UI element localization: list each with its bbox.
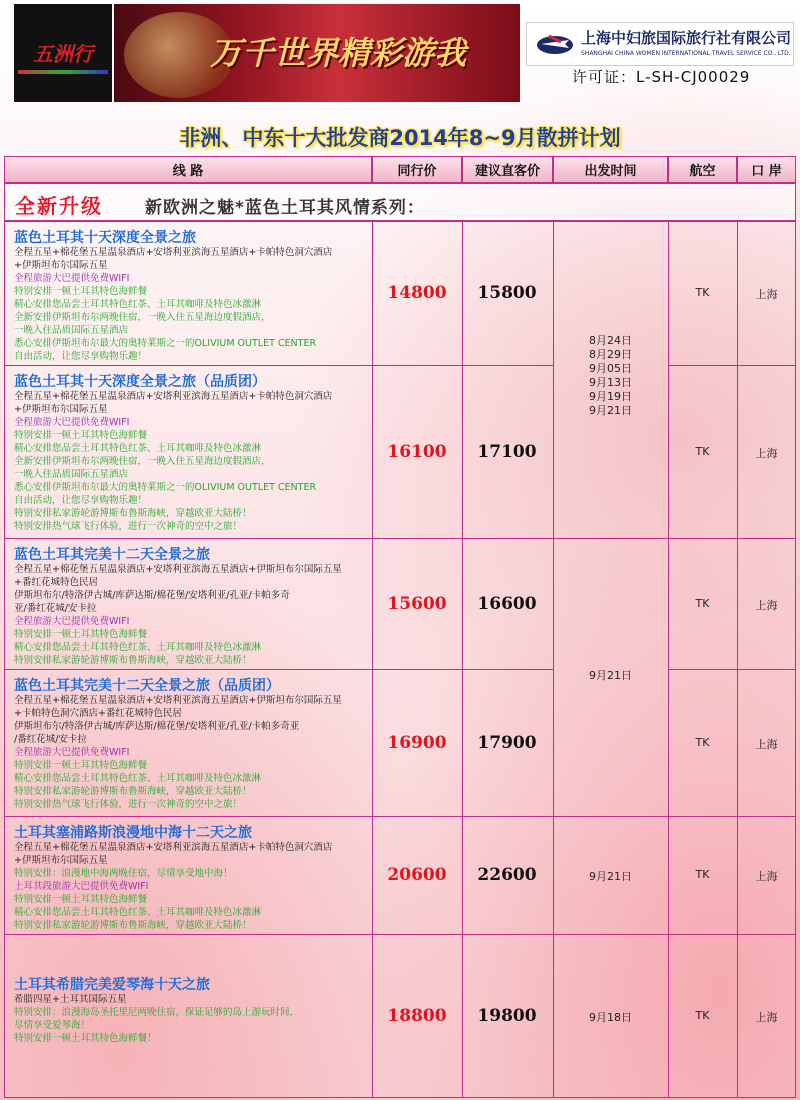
company-logo [526, 22, 794, 66]
peer-price: 16100 [387, 441, 447, 462]
route-detail-line: 精心安排您品尝土耳其特色红茶、土耳其咖啡及特色冰激淋 [14, 299, 262, 310]
departure-port: 上海 [755, 1011, 778, 1024]
route-detail-line: 精心安排您品尝土耳其特色红茶、土耳其咖啡及特色冰激淋 [14, 642, 262, 653]
route-detail-line: 全新安排伊斯坦布尔两晚住宿，一晚入住五星海边度假酒店， [14, 312, 271, 323]
row-divider [668, 934, 796, 935]
peer-price: 14800 [387, 283, 447, 303]
route-detail-line: 精心安排您品尝土耳其特色红茶、土耳其咖啡及特色冰激淋 [14, 443, 262, 454]
route-detail-line: 全程五星+棉花堡五星温泉酒店+安塔利亚滨海五星酒店+卡帕特色洞穴酒店 [14, 391, 333, 402]
departure-date: 9月18日 [589, 1011, 632, 1024]
column-header: 线 路 [4, 156, 372, 183]
airline: TK [695, 735, 710, 749]
departure-port: 上海 [755, 446, 778, 460]
route-title: 蓝色土耳其十天深度全景之旅 [14, 230, 196, 246]
retail-price: 22600 [477, 865, 537, 885]
route-detail-line: 精心安排您品尝土耳其特色红茶、土耳其咖啡及特色冰激淋 [14, 773, 262, 784]
route-detail-line: 亚/番红花城/安卡拉 [14, 603, 97, 614]
route-detail-line: +伊斯坦布尔国际五星 [14, 260, 108, 271]
route-detail-line: 特别安排热气球飞行体验，进行一次神奇的空中之旅！ [14, 799, 243, 810]
row-divider [4, 934, 553, 935]
departure-date: 9月21日 [589, 669, 632, 682]
route-title: 土耳其希腊完美爱琴海十天之旅 [14, 977, 210, 993]
peer-price: 16900 [387, 732, 447, 753]
departure-date: 9月13日 [589, 375, 632, 389]
airline: TK [695, 1009, 710, 1022]
route-detail-line: 全程旅游大巴提供免费WIFI [14, 417, 130, 428]
airplane-icon [535, 30, 575, 56]
logo [14, 4, 112, 102]
departure-date: 9月05日 [589, 361, 632, 375]
route-detail-line: 自由活动，让您尽享购物乐趣！ [14, 351, 148, 362]
retail-price: 15800 [477, 283, 537, 303]
route-detail-line: 一晚入住品质国际五星酒店 [14, 325, 129, 336]
route-detail-line: +卡帕特色洞穴酒店+番红花城特色民居 [14, 708, 182, 719]
retail-price: 17900 [477, 732, 537, 753]
departure-date: 9月21日 [589, 870, 632, 883]
route-detail-line: 特别安排私家游轮游博斯布鲁斯海峡，穿越欧亚大陆桥！ [14, 508, 252, 519]
route-title: 土耳其塞浦路斯浪漫地中海十二天之旅 [14, 825, 252, 841]
departure-date: 8月29日 [589, 347, 632, 361]
column-divider [668, 221, 669, 1098]
column-header: 口 岸 [737, 156, 796, 183]
retail-price: 17100 [477, 441, 537, 462]
logo-stripe [18, 70, 108, 74]
route-detail-line: 希腊四星+土耳其国际五星 [14, 994, 127, 1005]
departure-port: 上海 [755, 870, 778, 883]
page-title: 非洲、中东十大批发商2014年8~9月散拼计划 [179, 126, 621, 150]
route-detail-line: 全新安排伊斯坦布尔两晚住宿，一晚入住五星海边度假酒店， [14, 456, 271, 467]
column-divider [462, 221, 463, 1098]
row-divider [668, 365, 796, 366]
route-detail-line: 全程旅游大巴提供免费WIFI [14, 616, 130, 627]
route-detail-line: 特别安排一顿土耳其特色海鲜餐 [14, 629, 148, 640]
route-detail-line: 特别安排一顿土耳其特色海鲜餐 [14, 430, 148, 441]
route-detail-line: 悉心安排伊斯坦布尔最大的奥特莱斯之一的OLIVIUM OUTLET CENTER [14, 482, 317, 493]
logo-text: 五洲行 [33, 42, 93, 66]
retail-price: 19800 [477, 1006, 537, 1026]
banner-slogan: 万千世界精彩游我 [210, 34, 467, 72]
row-divider [4, 816, 553, 817]
route-detail-line: 特别安排一顿土耳其特色海鲜餐 [14, 894, 148, 905]
peer-price: 20600 [387, 865, 447, 885]
peer-price: 18800 [387, 1006, 447, 1026]
route-detail-line: 特别安排：浪漫地中海两晚住宿，尽情享受地中海！ [14, 868, 233, 879]
route-detail-line: 特别安排一顿土耳其特色海鲜餐 [14, 760, 148, 771]
route-title: 蓝色土耳其完美十二天全景之旅 [14, 547, 210, 563]
departure-date: 9月19日 [589, 389, 632, 403]
column-header: 航空 [668, 156, 737, 183]
peer-price: 15600 [387, 593, 447, 614]
route-detail-line: 伊斯坦布尔/特洛伊古城/库萨达斯/棉花堡/安塔利亚/孔亚/卡帕多奇 [14, 590, 290, 601]
airline: TK [695, 868, 710, 881]
route-detail-line: 特别安排私家游轮游博斯布鲁斯海峡，穿越欧亚大陆桥！ [14, 920, 252, 931]
route-detail-line: +伊斯坦布尔国际五星 [14, 404, 108, 415]
route-detail-line: 精心安排您品尝土耳其特色红茶、土耳其咖啡及特色冰激淋 [14, 907, 262, 918]
route-detail-line: 伊斯坦布尔/特洛伊古城/库萨达斯/棉花堡/安塔利亚/孔亚/卡帕多奇亚 [14, 721, 300, 732]
header [0, 0, 800, 106]
route-detail-line: +番红花城特色民居 [14, 577, 98, 588]
route-detail-line: 全程五星+棉花堡五星温泉酒店+安塔利亚滨海五星酒店+伊斯坦布尔国际五星 [14, 564, 342, 575]
row-divider [4, 538, 553, 539]
row-divider [668, 816, 796, 817]
route-detail-line: 特别安排一顿土耳其特色海鲜餐！ [14, 1033, 157, 1044]
airline: TK [695, 444, 710, 458]
route-detail-line: 全程五星+棉花堡五星温泉酒店+安塔利亚滨海五星酒店+卡帕特色洞穴酒店 [14, 247, 333, 258]
column-header: 出发时间 [553, 156, 668, 183]
route-detail-line: 特别安排一顿土耳其特色海鲜餐 [14, 286, 148, 297]
row-divider [553, 538, 668, 539]
row-divider [4, 365, 553, 366]
retail-price: 16600 [477, 593, 537, 614]
route-detail-line: +伊斯坦布尔国际五星 [14, 855, 108, 866]
column-divider [737, 221, 738, 1098]
route-title: 蓝色土耳其十天深度全景之旅（品质团） [14, 374, 266, 390]
column-header: 同行价 [372, 156, 462, 183]
route-detail-line: 自由活动，让您尽享购物乐趣！ [14, 495, 148, 506]
departure-port: 上海 [755, 737, 778, 751]
license-number: 许可证：L-SH-CJ00029 [572, 68, 751, 86]
airline: TK [695, 286, 710, 299]
column-header: 建议直客价 [462, 156, 553, 183]
row-divider [668, 669, 796, 670]
departure-date: 9月21日 [589, 403, 632, 417]
departure-date: 8月24日 [589, 333, 632, 347]
route-detail-line: 全程旅游大巴提供免费WIFI [14, 273, 130, 284]
airline: TK [695, 596, 710, 610]
route-detail-line: 全程五星+棉花堡五星温泉酒店+安塔利亚滨海五星酒店+伊斯坦布尔国际五星 [14, 695, 342, 706]
banner [114, 4, 520, 102]
route-detail-line: 土耳其段旅游大巴提供免费WIFI [14, 881, 149, 892]
route-detail-line: 全程五星+棉花堡五星温泉酒店+安塔利亚滨海五星酒店+卡帕特色洞穴酒店 [14, 842, 333, 853]
section-header [4, 183, 796, 221]
row-divider [668, 538, 796, 539]
row-divider [553, 816, 668, 817]
route-title: 蓝色土耳其完美十二天全景之旅（品质团） [14, 678, 280, 694]
route-detail-line: 一晚入住品质国际五星酒店 [14, 469, 129, 480]
route-detail-line: 悉心安排伊斯坦布尔最大的奥特莱斯之一的OLIVIUM OUTLET CENTER [14, 338, 317, 349]
section-tag: 全新升级 [15, 194, 103, 218]
route-detail-line: 尽情享受爱琴海！ [14, 1020, 91, 1031]
company-name: 上海中妇旅国际旅行社有限公司 [581, 29, 792, 47]
section-name: 新欧洲之魅*蓝色土耳其风情系列： [145, 198, 425, 218]
row-divider [4, 669, 553, 670]
column-divider [372, 221, 373, 1098]
route-detail-line: 特别安排热气球飞行体验，进行一次神奇的空中之旅！ [14, 521, 243, 532]
route-detail-line: 全程旅游大巴提供免费WIFI [14, 747, 130, 758]
route-detail-line: 特别安排私家游轮游博斯布鲁斯海峡，穿越欧亚大陆桥！ [14, 655, 252, 666]
departure-port: 上海 [755, 598, 778, 612]
departure-port: 上海 [755, 288, 778, 301]
route-detail-line: 特别安排私家游轮游博斯布鲁斯海峡，穿越欧亚大陆桥！ [14, 786, 252, 797]
row-divider [553, 934, 668, 935]
route-detail-line: 特别安排：浪漫海岛圣托里尼两晚住宿，保证足够的岛上游玩时间， [14, 1007, 300, 1018]
route-detail-line: /番红花城/安卡拉 [14, 734, 87, 745]
company-name-en: SHANGHAI CHINA WOMEN INTERNATIONAL TRAVEL SERVICE CO., LTD. [581, 50, 791, 57]
